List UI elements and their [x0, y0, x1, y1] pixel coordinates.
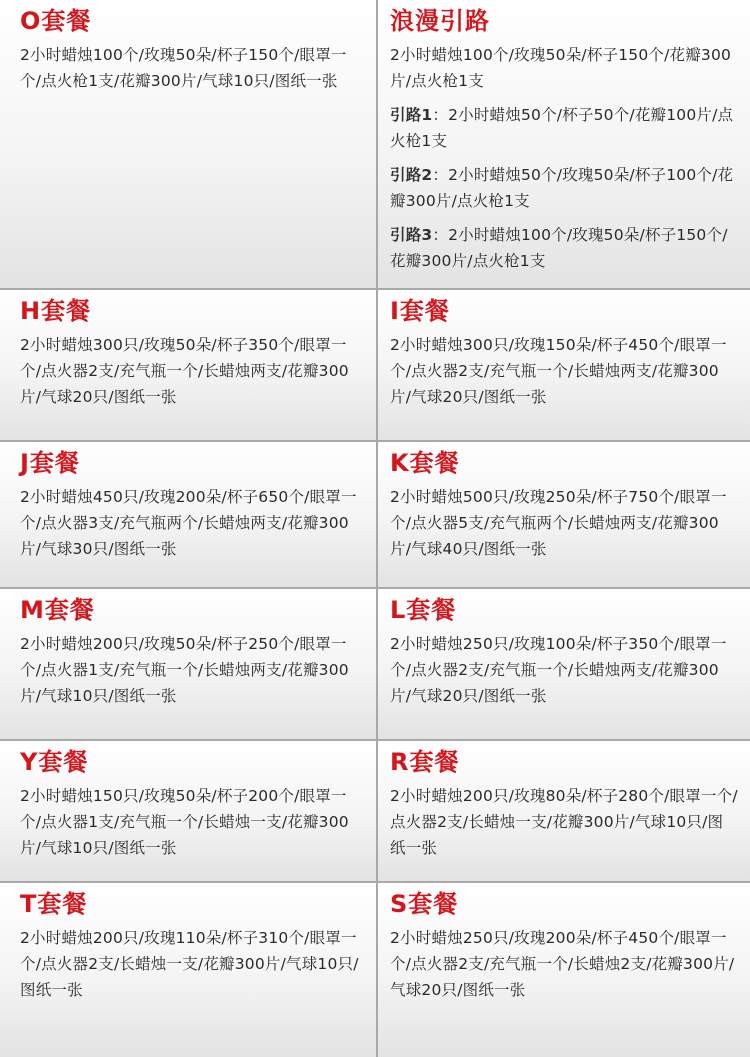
package-description: 2小时蜡烛100个/玫瑰50朵/杯子150个/花瓣300片/点火枪1支 [390, 46, 732, 90]
route-colon: ： [432, 226, 449, 244]
package-description: 2小时蜡烛250只/玫瑰100朵/杯子350个/眼罩一个/点火器2支/充气瓶一个/长蜡烛两支/花瓣300片/气球20只/图纸一张 [390, 635, 727, 705]
package-title: T套餐 [20, 890, 88, 918]
package-description: 2小时蜡烛200只/玫瑰80朵/杯子280个/眼罩一个/点火器2支/长蜡烛一支/花瓣300片/气球10只/图纸一张 [390, 787, 738, 857]
package-title: Y套餐 [20, 748, 89, 776]
package-card-s [378, 883, 750, 1057]
package-card-l [378, 589, 750, 739]
route-option-2 [390, 162, 738, 214]
package-title: M套餐 [20, 596, 95, 624]
package-card-h [0, 290, 376, 440]
package-description: 2小时蜡烛100个/玫瑰50朵/杯子150个/眼罩一个/点火枪1支/花瓣300片/气球10只/图纸一张 [20, 46, 347, 90]
package-description: 2小时蜡烛300只/玫瑰50朵/杯子350个/眼罩一个/点火器2支/充气瓶一个/长蜡烛两支/花瓣300片/气球20只/图纸一张 [20, 336, 349, 406]
package-card-m [0, 589, 376, 739]
package-description: 2小时蜡烛500只/玫瑰250朵/杯子750个/眼罩一个/点火器5支/充气瓶两个/长蜡烛两支/花瓣300片/气球40只/图纸一张 [390, 488, 727, 558]
route-label: 引路3 [390, 226, 433, 244]
row-divider [0, 739, 750, 741]
package-card-o [0, 0, 376, 288]
package-description: 2小时蜡烛250只/玫瑰200朵/杯子450个/眼罩一个/点火器2支/充气瓶一个/长蜡烛2支/花瓣300片/气球20只/图纸一张 [390, 929, 735, 999]
package-card-i [378, 290, 750, 440]
package-description: 2小时蜡烛150只/玫瑰50朵/杯子200个/眼罩一个/点火器1支/充气瓶一个/长蜡烛一支/花瓣300片/气球10只/图纸一张 [20, 787, 349, 857]
route-text: 2小时蜡烛50个/玫瑰50朵/杯子100个/花瓣300片/点火枪1支 [390, 166, 734, 210]
package-description: 2小时蜡烛200只/玫瑰110朵/杯子310个/眼罩一个/点火器2支/长蜡烛一支/花瓣300片/气球10只/图纸一张 [20, 929, 359, 999]
row-divider [0, 881, 750, 883]
package-card-t [0, 883, 376, 1057]
package-title: J套餐 [20, 449, 80, 477]
package-card-r [378, 741, 750, 881]
package-title: L套餐 [390, 596, 457, 624]
package-description: 2小时蜡烛200只/玫瑰50朵/杯子250个/眼罩一个/点火器1支/充气瓶一个/长蜡烛两支/花瓣300片/气球10只/图纸一张 [20, 635, 349, 705]
route-option-3 [390, 222, 738, 274]
row-divider [0, 288, 750, 290]
route-colon: ： [432, 166, 449, 184]
package-title: O套餐 [20, 7, 92, 35]
package-card-y [0, 741, 376, 881]
package-card-romantic-route [378, 0, 750, 288]
route-text: 2小时蜡烛100个/玫瑰50朵/杯子150个/花瓣300片/点火枪1支 [390, 226, 728, 270]
package-description: 2小时蜡烛300只/玫瑰150朵/杯子450个/眼罩一个/点火器2支/充气瓶一个/长蜡烛两支/花瓣300片/气球20只/图纸一张 [390, 336, 727, 406]
column-divider [376, 0, 378, 1057]
package-card-k [378, 442, 750, 587]
route-colon: ： [432, 106, 449, 124]
package-title: H套餐 [20, 297, 92, 325]
package-card-j [0, 442, 376, 587]
package-title: I套餐 [390, 297, 450, 325]
route-label: 引路1 [390, 106, 433, 124]
route-label: 引路2 [390, 166, 433, 184]
package-title: R套餐 [390, 748, 460, 776]
package-description: 2小时蜡烛450只/玫瑰200朵/杯子650个/眼罩一个/点火器3支/充气瓶两个/长蜡烛两支/花瓣300片/气球30只/图纸一张 [20, 488, 357, 558]
package-title: S套餐 [390, 890, 459, 918]
package-title: 浪漫引路 [390, 7, 490, 35]
package-title: K套餐 [390, 449, 460, 477]
route-text: 2小时蜡烛50个/杯子50个/花瓣100片/点火枪1支 [390, 106, 734, 150]
row-divider [0, 440, 750, 442]
row-divider [0, 587, 750, 589]
route-option-1 [390, 102, 738, 154]
